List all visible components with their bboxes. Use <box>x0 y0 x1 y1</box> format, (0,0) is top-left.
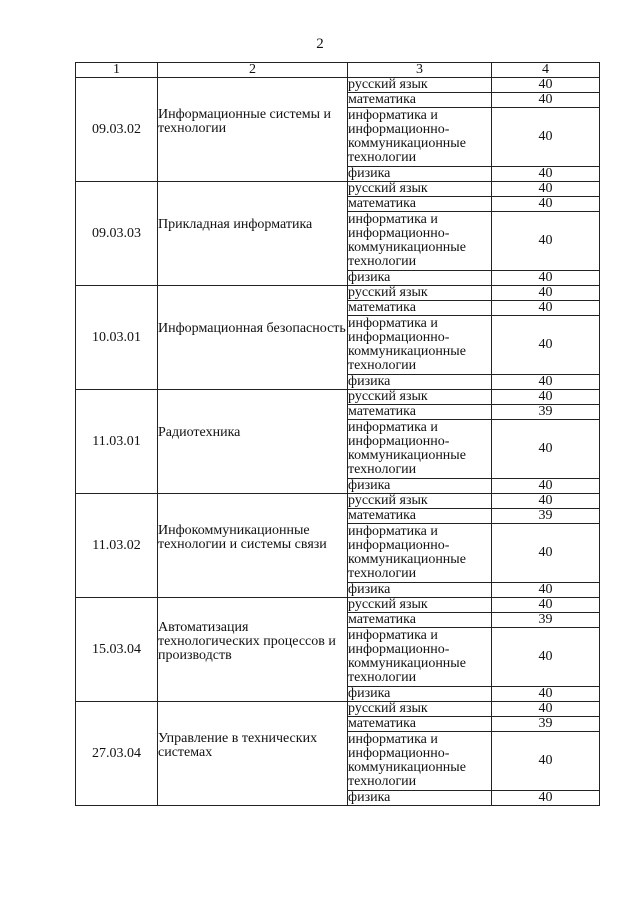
min-score: 40 <box>492 167 600 182</box>
program-name-cell <box>158 286 348 390</box>
min-score: 40 <box>492 524 600 583</box>
subject-name: математика <box>348 717 492 732</box>
min-score: 40 <box>492 390 600 405</box>
program-code: 11.03.02 <box>76 494 158 598</box>
subject-name: математика <box>348 197 492 212</box>
table-row <box>76 182 600 197</box>
subject-name: математика <box>348 301 492 316</box>
subject-name: русский язык <box>348 78 492 93</box>
subject-name: русский язык <box>348 182 492 197</box>
min-score: 40 <box>492 197 600 212</box>
program-code: 09.03.03 <box>76 182 158 286</box>
min-score: 40 <box>492 301 600 316</box>
min-score: 40 <box>492 791 600 806</box>
program-name-cell <box>158 702 348 806</box>
column-header: 4 <box>492 63 600 78</box>
page-number: 2 <box>316 36 324 52</box>
subject-name: математика <box>348 613 492 628</box>
subject-name: информатика и информационно-коммуникационные технологии <box>348 316 492 375</box>
min-score: 40 <box>492 93 600 108</box>
program-name: Инфокоммуникационные технологии и системы связи <box>158 522 327 552</box>
program-name: Информационная безопасность <box>158 320 346 336</box>
min-score: 39 <box>492 509 600 524</box>
min-score: 40 <box>492 375 600 390</box>
column-header: 2 <box>158 63 348 78</box>
subject-name: математика <box>348 93 492 108</box>
program-code: 11.03.01 <box>76 390 158 494</box>
min-score: 40 <box>492 271 600 286</box>
program-name-cell <box>158 182 348 286</box>
table-row <box>76 702 600 717</box>
min-score: 40 <box>492 286 600 301</box>
min-score: 40 <box>492 628 600 687</box>
subject-name: информатика и информационно-коммуникационные технологии <box>348 108 492 167</box>
subject-name: информатика и информационно-коммуникационные технологии <box>348 212 492 271</box>
program-name: Управление в технических системах <box>158 730 318 760</box>
table-row <box>76 286 600 301</box>
subject-name: физика <box>348 791 492 806</box>
program-name-cell <box>158 78 348 182</box>
min-score: 40 <box>492 598 600 613</box>
min-score: 40 <box>492 78 600 93</box>
min-score: 40 <box>492 732 600 791</box>
subject-name: информатика и информационно-коммуникационные технологии <box>348 420 492 479</box>
subject-name: русский язык <box>348 702 492 717</box>
min-score: 39 <box>492 717 600 732</box>
program-code: 15.03.04 <box>76 598 158 702</box>
subject-name: русский язык <box>348 598 492 613</box>
subject-name: физика <box>348 167 492 182</box>
min-score: 40 <box>492 583 600 598</box>
subject-name: русский язык <box>348 286 492 301</box>
program-code: 10.03.01 <box>76 286 158 390</box>
program-code: 27.03.04 <box>76 702 158 806</box>
program-name-cell <box>158 494 348 598</box>
min-score: 39 <box>492 613 600 628</box>
min-score: 40 <box>492 494 600 509</box>
min-score: 40 <box>492 702 600 717</box>
min-score: 40 <box>492 479 600 494</box>
subject-name: информатика и информационно-коммуникационные технологии <box>348 524 492 583</box>
min-score: 40 <box>492 420 600 479</box>
table-row <box>76 390 600 405</box>
min-score: 40 <box>492 687 600 702</box>
program-name: Автоматизация технологических процессов и производств <box>158 619 336 663</box>
subject-name: математика <box>348 509 492 524</box>
subject-name: физика <box>348 583 492 598</box>
min-score: 40 <box>492 316 600 375</box>
subject-name: русский язык <box>348 494 492 509</box>
column-header: 3 <box>348 63 492 78</box>
program-name: Информационные системы и технологии <box>158 106 332 136</box>
program-code: 09.03.02 <box>76 78 158 182</box>
program-name-cell <box>158 598 348 702</box>
min-score: 39 <box>492 405 600 420</box>
table-row <box>76 598 600 613</box>
column-header: 1 <box>76 63 158 78</box>
subject-name: физика <box>348 687 492 702</box>
program-name-cell <box>158 390 348 494</box>
table-row <box>76 78 600 93</box>
min-score: 40 <box>492 108 600 167</box>
subject-name: физика <box>348 375 492 390</box>
subject-name: физика <box>348 479 492 494</box>
subject-name: информатика и информационно-коммуникационные технологии <box>348 732 492 791</box>
program-name: Прикладная информатика <box>158 216 313 232</box>
subject-name: информатика и информационно-коммуникационные технологии <box>348 628 492 687</box>
subject-name: математика <box>348 405 492 420</box>
subject-name: русский язык <box>348 390 492 405</box>
table-row <box>76 494 600 509</box>
min-score: 40 <box>492 212 600 271</box>
min-score: 40 <box>492 182 600 197</box>
admission-scores-table <box>75 62 600 806</box>
header-row <box>76 63 600 78</box>
program-name: Радиотехника <box>158 424 241 440</box>
subject-name: физика <box>348 271 492 286</box>
